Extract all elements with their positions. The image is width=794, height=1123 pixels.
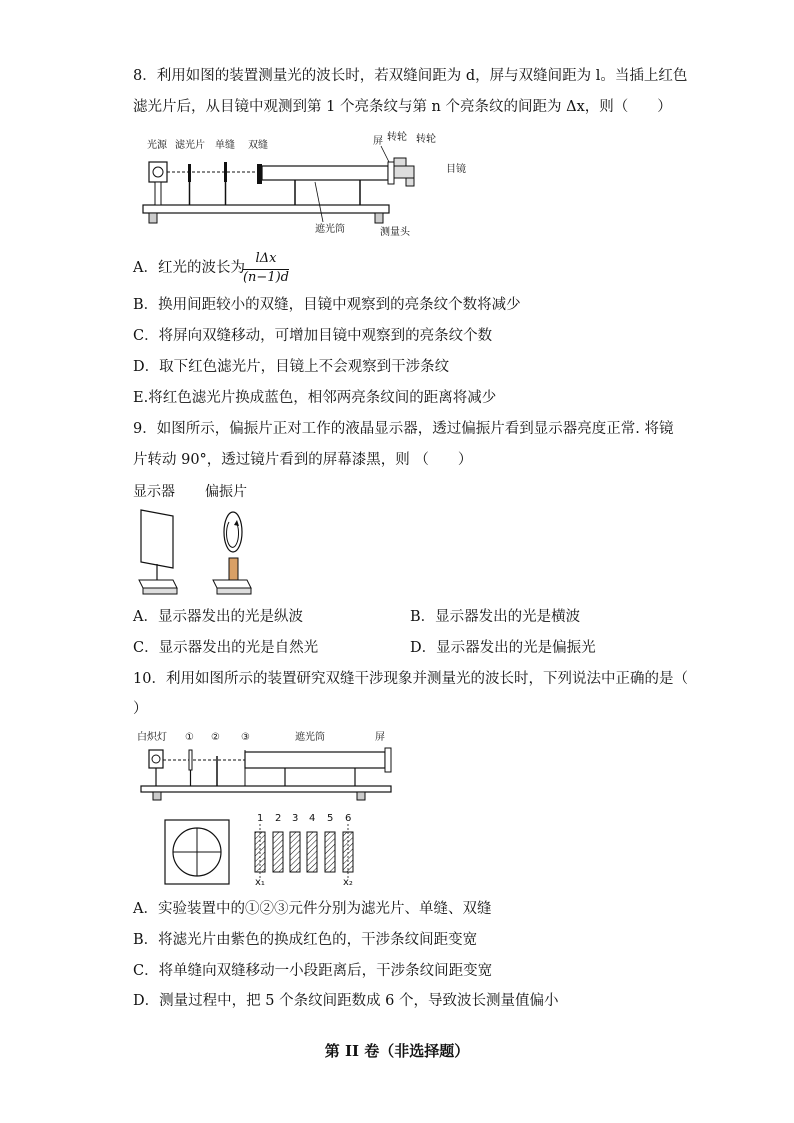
q8-fraction-numerator: lΔx: [255, 251, 277, 266]
label-polarizer: 偏振片: [205, 484, 247, 500]
filter-element: [188, 164, 191, 182]
label-shade-tube: 遮光筒: [315, 224, 345, 235]
q9-polarizer-figure: [133, 480, 273, 598]
fringe-number-3: 3: [292, 813, 299, 824]
label-wheel-side: 转轮: [416, 134, 436, 145]
component-1: [189, 750, 192, 770]
section-title: 第 II 卷（非选择题）: [324, 1042, 470, 1060]
label-screen: 屏: [373, 136, 383, 147]
label-lamp: 白炽灯: [137, 732, 167, 743]
label-eyepiece: 目镜: [446, 164, 466, 175]
label-c1: ①: [185, 732, 194, 743]
label-screen-10: 屏: [375, 732, 385, 743]
label-wheel: 转轮: [387, 132, 407, 143]
q10-stem-line1: 10．利用如图所示的装置研究双缝干涉现象并测量光的波长时，下列说法中正确的是（: [133, 671, 688, 687]
q10-option-c: C．将单缝向双缝移动一小段距离后，干涉条纹间距变宽: [133, 963, 493, 979]
q8-option-b: B．换用间距较小的双缝，目镜中观察到的亮条纹个数将减少: [133, 297, 521, 313]
q8-option-a-prefix: A．红光的波长为: [133, 260, 245, 276]
label-x2: x₂: [343, 877, 353, 886]
q10-option-d: D．测量过程中，把 5 个条纹间距数成 6 个，导致波长测量值偏小: [133, 993, 559, 1009]
label-light-source: 光源: [147, 140, 167, 151]
label-c2: ②: [211, 732, 220, 743]
screen-element: [388, 162, 394, 184]
q9-option-b: B．显示器发出的光是横波: [410, 609, 581, 625]
q10-fringe-figure: [163, 812, 363, 886]
fringe-pattern: [255, 832, 353, 872]
fringe-number-6: 6: [345, 813, 352, 824]
display-base: [139, 580, 177, 588]
label-display: 显示器: [133, 484, 175, 500]
q9-stem-line1: 9．如图所示，偏振片正对工作的液晶显示器，透过偏振片看到显示器亮度正常. 将镜: [133, 421, 674, 437]
optical-bench: [143, 205, 389, 213]
label-filter: 滤光片: [175, 140, 205, 151]
fringe-number-5: 5: [327, 813, 334, 824]
label-single-slit: 单缝: [215, 140, 235, 151]
q9-option-c: C．显示器发出的光是自然光: [133, 640, 319, 656]
q10-option-a: A．实验装置中的①②③元件分别为滤光片、单缝、双缝: [133, 901, 492, 917]
double-slit-element: [257, 164, 262, 184]
q8-apparatus-figure: [135, 128, 415, 240]
q10-apparatus-figure: [135, 726, 397, 808]
fringe-number-1: 1: [257, 813, 264, 824]
label-measuring-head: 测量头: [380, 227, 410, 238]
q8-option-c: C．将屏向双缝移动，可增加目镜中观察到的亮条纹个数: [133, 328, 493, 344]
polarizer-holder: [229, 558, 238, 580]
q8-option-e: E.将红色滤光片换成蓝色，相邻两亮条纹间的距离将减少: [133, 390, 497, 406]
single-slit-element: [224, 162, 227, 182]
q10-option-b: B．将滤光片由紫色的换成红色的，干涉条纹间距变宽: [133, 932, 478, 948]
fringe-number-2: 2: [275, 813, 282, 824]
q8-fraction-denominator: (n−1)d: [242, 270, 289, 285]
display-panel: [141, 510, 173, 568]
shade-tube: [262, 166, 388, 180]
screen-10: [385, 748, 391, 772]
fringe-number-4: 4: [309, 813, 316, 824]
label-double-slit: 双缝: [248, 140, 268, 151]
q8-stem-line1: 8．利用如图的装置测量光的波长时，若双缝间距为 d，屏与双缝间距为 l。当插上红色: [133, 68, 688, 84]
light-source-box: [149, 162, 167, 182]
lamp-box: [149, 750, 163, 768]
shade-tube-10: [245, 752, 385, 768]
wheel-element: [394, 158, 406, 166]
q9-option-d: D．显示器发出的光是偏振光: [410, 640, 596, 656]
q9-stem-line2: 片转动 90°，透过镜片看到的屏幕漆黑，则 （ ）: [133, 452, 473, 468]
eyepiece-element: [406, 178, 414, 186]
q9-option-a: A．显示器发出的光是纵波: [133, 609, 303, 625]
q10-stem-line2: ）: [133, 701, 148, 717]
label-c3: ③: [241, 732, 250, 743]
q8-option-d: D．取下红色滤光片，目镜上不会观察到干涉条纹: [133, 359, 450, 375]
label-shade-tube-10: 遮光筒: [295, 732, 325, 743]
q8-stem-line2: 滤光片后，从目镜中观测到第 1 个亮条纹与第 n 个亮条纹的间距为 Δx，则（ ）: [133, 99, 672, 115]
label-x1: x₁: [255, 877, 265, 886]
